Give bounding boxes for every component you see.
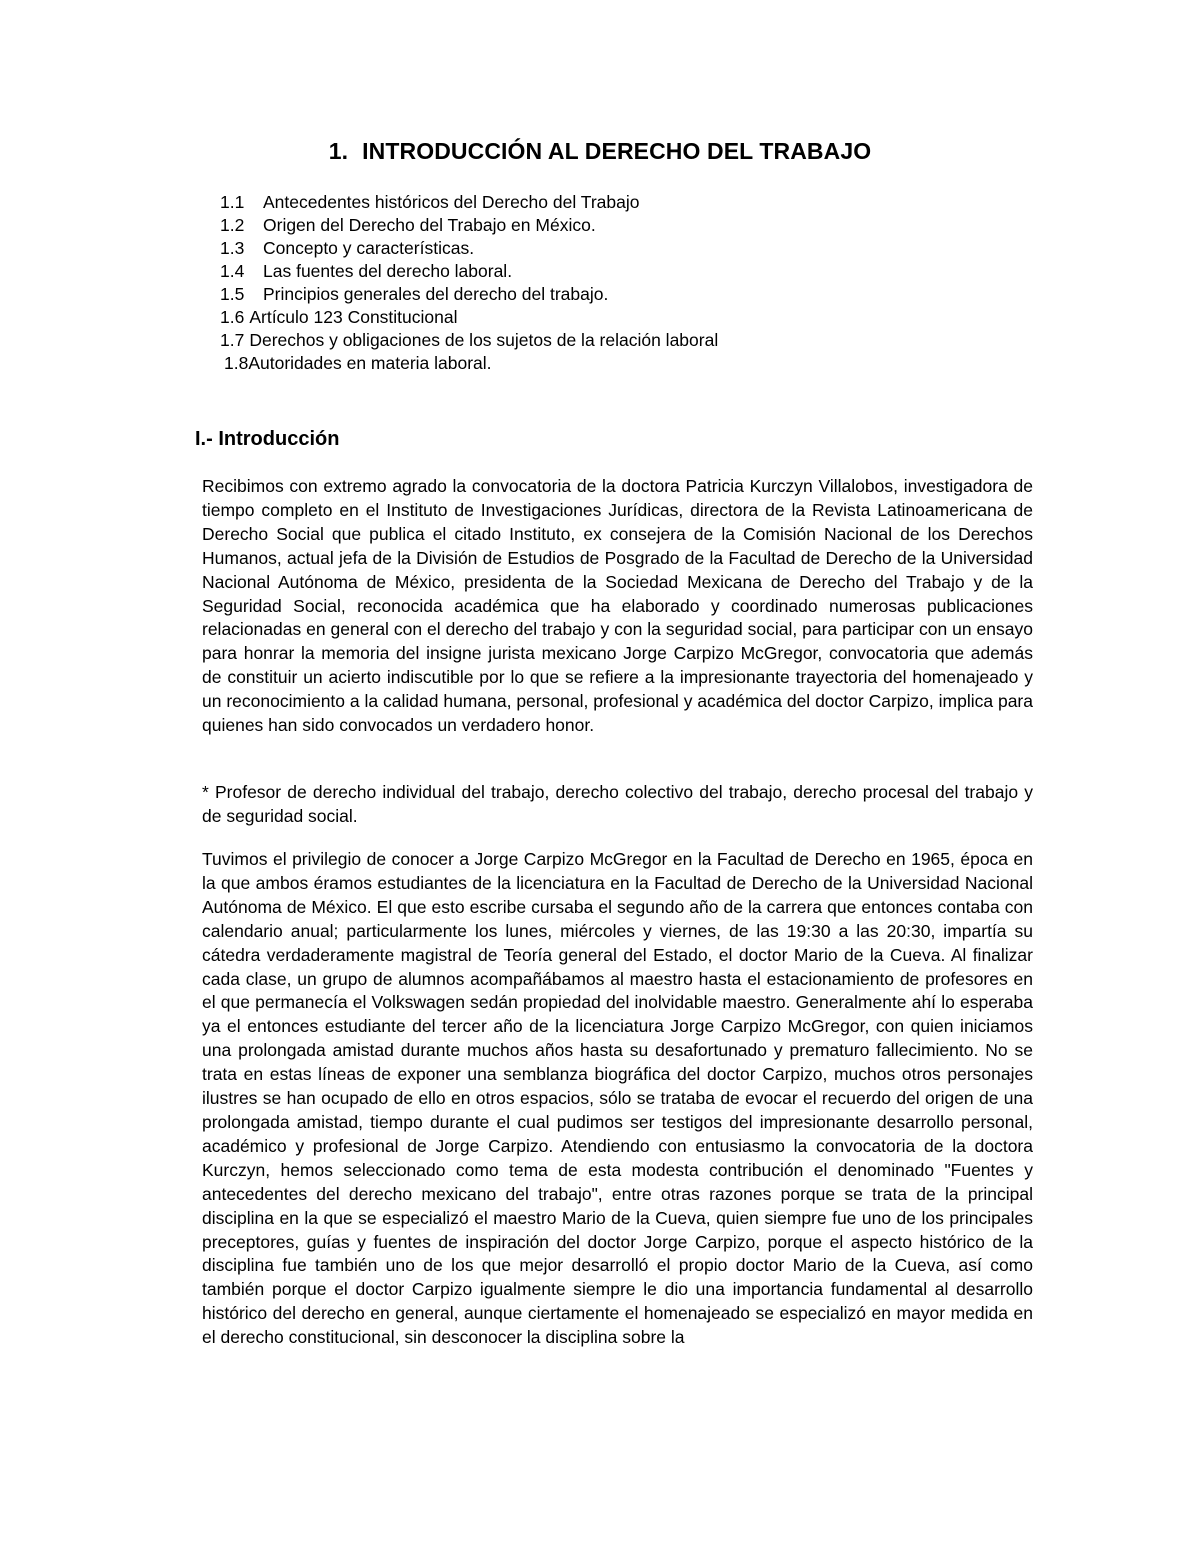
- toc-item: [220, 283, 718, 306]
- body-paragraph: Tuvimos el privilegio de conocer a Jorge Carpizo McGregor en la Facultad de Derecho en 1965, época en la que ambos éramos estudiantes de la licenciatura en la Facultad de Derecho de la Universidad Nacional Autónoma de México. El que esto escribe cursaba el segundo año de la carrera que entonces contaba con calendario anual; particularmente los lunes, miércoles y viernes, de las 19:30 a las 20:30, impartía su cátedra verdaderamente magistral de Teoría general del Estado, el doctor Mario de la Cueva. Al finalizar cada clase, un grupo de alumnos acompañábamos al maestro hasta el estacionamiento de profesores en el que permanecía el Volkswagen sedán propiedad del inolvidable maestro. Generalmente ahí lo esperaba ya el entonces estudiante del tercer año de la licenciatura Jorge Carpizo McGregor, con quien iniciamos una prolongada amistad durante muchos años hasta su desafortunado y prematuro fallecimiento. No se trata en estas líneas de exponer una semblanza biográfica del doctor Carpizo, muchos otros personajes ilustres se han ocupado de ello en otros espacios, sólo se trataba de evocar el recuerdo del origen de una prolongada amistad, tiempo durante el cual pudimos ser testigos del impresionante desarrollo personal, académico y profesional de Jorge Carpizo. Atendiendo con entusiasmo la convocatoria de la doctora Kurczyn, hemos seleccionado como tema de esta modesta contribución el denominado "Fuentes y antecedentes del derecho mexicano del trabajo", entre otras razones porque se trata de la principal disciplina en la que se especializó el maestro Mario de la Cueva, quien siempre fue uno de los principales preceptores, guías y fuentes de inspiración del doctor Jorge Carpizo, porque el aspecto histórico de la disciplina fue también uno de los que mejor desarrolló el propio doctor Mario de la Cueva, así como también porque el doctor Carpizo igualmente siempre le dio una importancia fundamental al desarrollo histórico del derecho en general, aunque ciertamente el homenajeado se especializó en mayor medida en el derecho constitucional, sin desconocer la disciplina sobre la: [202, 849, 1033, 1348]
- toc-item-number: 1.1: [220, 192, 245, 212]
- document-title: [0, 138, 1200, 165]
- title-text: INTRODUCCIÓN AL DERECHO DEL TRABAJO: [362, 138, 872, 164]
- toc-item-label: Autoridades en materia laboral.: [248, 353, 492, 373]
- table-of-contents: [220, 191, 718, 375]
- toc-item-number: 1.6: [220, 307, 245, 327]
- toc-item: [220, 260, 718, 283]
- toc-item-label: Origen del Derecho del Trabajo en México.: [263, 215, 596, 235]
- toc-item: [220, 214, 718, 237]
- toc-item: [220, 191, 718, 214]
- toc-item-number: 1.7: [220, 330, 245, 350]
- toc-item-label: Artículo 123 Constitucional: [249, 307, 458, 327]
- toc-item-number: 1.3: [220, 238, 245, 258]
- toc-item-number: 1.8: [224, 353, 249, 373]
- toc-item: [220, 352, 718, 375]
- toc-item-number: 1.4: [220, 261, 245, 281]
- toc-item-label: Concepto y características.: [263, 238, 475, 258]
- toc-item-label: Principios generales del derecho del trabajo.: [263, 284, 609, 304]
- title-number: 1.: [328, 138, 349, 164]
- toc-item: [220, 306, 718, 329]
- toc-item-number: 1.2: [220, 215, 245, 235]
- section-heading: I.- Introducción: [195, 428, 340, 450]
- toc-item-label: Las fuentes del derecho laboral.: [263, 261, 513, 281]
- footnote-paragraph: * Profesor de derecho individual del trabajo, derecho colectivo del trabajo, derecho procesal del trabajo y de seguridad social.: [202, 782, 1033, 826]
- toc-item-label: Antecedentes históricos del Derecho del Trabajo: [263, 192, 640, 212]
- toc-item: [220, 237, 718, 260]
- body-paragraph: Recibimos con extremo agrado la convocatoria de la doctora Patricia Kurczyn Villalobos, investigadora de tiempo completo en el Instituto de Investigaciones Jurídicas, directora de la Revista Latinoamericana de Derecho Social que publica el citado Instituto, ex consejera de la Comisión Nacional de los Derechos Humanos, actual jefa de la División de Estudios de Posgrado de la Facultad de Derecho de la Universidad Nacional Autónoma de México, presidenta de la Sociedad Mexicana de Derecho del Trabajo y de la Seguridad Social, reconocida académica que ha elaborado y coordinado numerosas publicaciones relacionadas en general con el derecho del trabajo y con la seguridad social, para participar con un ensayo para honrar la memoria del insigne jurista mexicano Jorge Carpizo McGregor, convocatoria que además de constituir un acierto indiscutible por lo que se refiere a la impresionante trayectoria del homenajeado y un reconocimiento a la calidad humana, personal, profesional y académica del doctor Carpizo, implica para quienes han sido convocados un verdadero honor.: [202, 476, 1033, 736]
- toc-item: [220, 329, 718, 352]
- toc-item-number: 1.5: [220, 284, 245, 304]
- toc-item-label: Derechos y obligaciones de los sujetos de la relación laboral: [249, 330, 719, 350]
